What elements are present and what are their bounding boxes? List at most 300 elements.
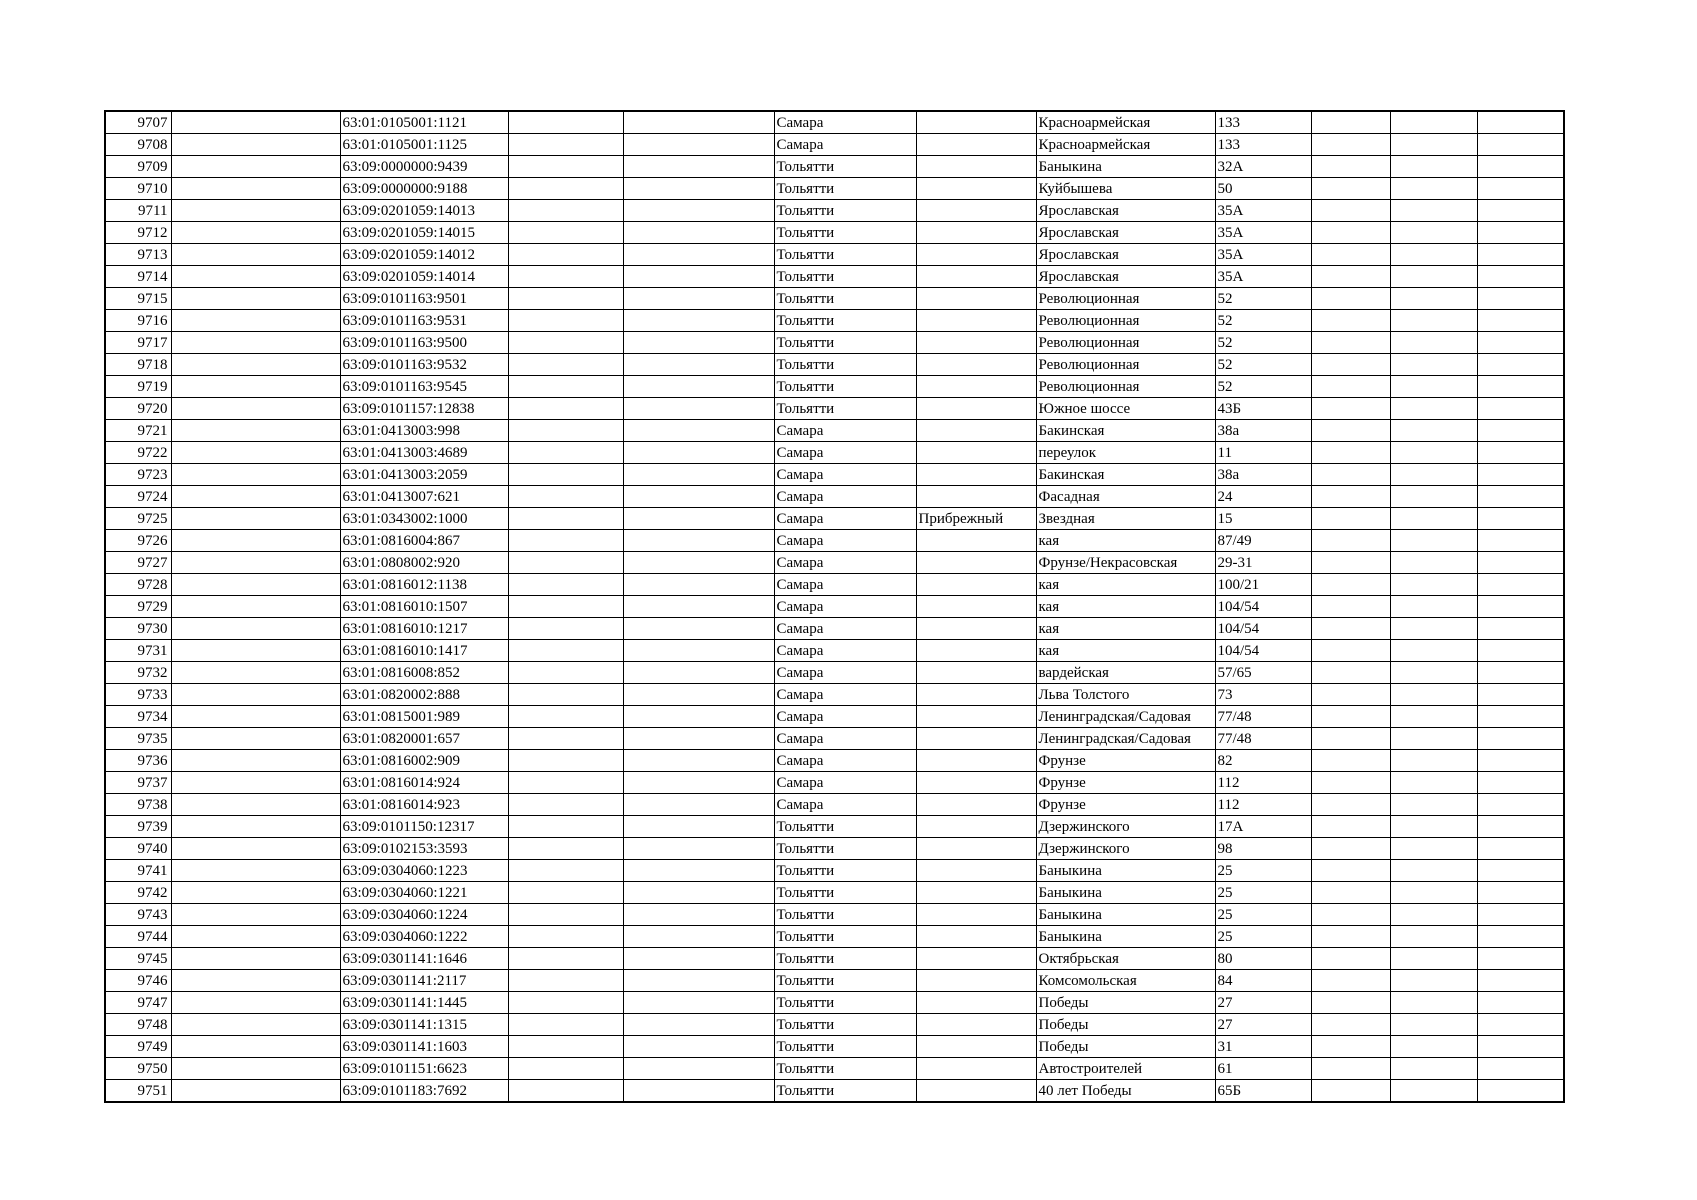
cadastral-number-cell: 63:01:0816014:924	[340, 772, 508, 794]
city-cell: Самара	[774, 530, 916, 552]
street-cell: кая	[1036, 596, 1215, 618]
table-row	[105, 464, 1564, 486]
empty-cell	[1390, 552, 1477, 574]
table-row	[105, 904, 1564, 926]
empty-cell	[623, 266, 774, 288]
cadastral-number-cell: 63:01:0413003:998	[340, 420, 508, 442]
city-cell: Тольятти	[774, 992, 916, 1014]
empty-cell	[171, 332, 340, 354]
district-cell	[916, 574, 1036, 596]
empty-cell	[1390, 111, 1477, 134]
empty-cell	[171, 816, 340, 838]
empty-cell	[623, 838, 774, 860]
table-row	[105, 838, 1564, 860]
street-cell: Бакинская	[1036, 464, 1215, 486]
empty-cell	[508, 332, 623, 354]
empty-cell	[508, 266, 623, 288]
table-row	[105, 354, 1564, 376]
cadastral-number-cell: 63:09:0101163:9501	[340, 288, 508, 310]
empty-cell	[1311, 662, 1390, 684]
district-cell: Прибрежный	[916, 508, 1036, 530]
empty-cell	[1311, 420, 1390, 442]
empty-cell	[1477, 794, 1564, 816]
empty-cell	[1311, 376, 1390, 398]
empty-cell	[1390, 266, 1477, 288]
house-number-cell: 52	[1215, 354, 1311, 376]
district-cell	[916, 398, 1036, 420]
empty-cell	[1311, 288, 1390, 310]
city-cell: Самара	[774, 750, 916, 772]
empty-cell	[1477, 486, 1564, 508]
empty-cell	[1477, 376, 1564, 398]
house-number-cell: 104/54	[1215, 618, 1311, 640]
street-cell: Южное шоссе	[1036, 398, 1215, 420]
empty-cell	[1390, 992, 1477, 1014]
table-row	[105, 794, 1564, 816]
empty-cell	[508, 706, 623, 728]
cadastral-number-cell: 63:01:0816014:923	[340, 794, 508, 816]
empty-cell	[1477, 838, 1564, 860]
cadastral-number-cell: 63:09:0304060:1222	[340, 926, 508, 948]
row-number-cell: 9750	[105, 1058, 171, 1080]
row-number-cell: 9714	[105, 266, 171, 288]
street-cell: Революционная	[1036, 354, 1215, 376]
cadastral-number-cell: 63:01:0816010:1217	[340, 618, 508, 640]
house-number-cell: 61	[1215, 1058, 1311, 1080]
house-number-cell: 52	[1215, 332, 1311, 354]
empty-cell	[623, 486, 774, 508]
empty-cell	[508, 948, 623, 970]
empty-cell	[1390, 948, 1477, 970]
house-number-cell: 35А	[1215, 222, 1311, 244]
district-cell	[916, 1058, 1036, 1080]
cadastral-number-cell: 63:09:0301141:1646	[340, 948, 508, 970]
empty-cell	[1477, 156, 1564, 178]
cadastral-number-cell: 63:09:0101151:6623	[340, 1058, 508, 1080]
empty-cell	[1390, 970, 1477, 992]
empty-cell	[171, 772, 340, 794]
empty-cell	[508, 772, 623, 794]
house-number-cell: 112	[1215, 772, 1311, 794]
city-cell: Самара	[774, 574, 916, 596]
district-cell	[916, 904, 1036, 926]
empty-cell	[623, 574, 774, 596]
house-number-cell: 50	[1215, 178, 1311, 200]
table-row	[105, 574, 1564, 596]
empty-cell	[1311, 442, 1390, 464]
empty-cell	[1311, 728, 1390, 750]
empty-cell	[1311, 111, 1390, 134]
empty-cell	[508, 816, 623, 838]
empty-cell	[171, 398, 340, 420]
city-cell: Самара	[774, 794, 916, 816]
street-cell: Комсомольская	[1036, 970, 1215, 992]
empty-cell	[1311, 398, 1390, 420]
house-number-cell: 35А	[1215, 266, 1311, 288]
empty-cell	[171, 596, 340, 618]
empty-cell	[623, 970, 774, 992]
table-row	[105, 860, 1564, 882]
street-cell: Красноармейская	[1036, 134, 1215, 156]
city-cell: Самара	[774, 662, 916, 684]
empty-cell	[508, 992, 623, 1014]
empty-cell	[171, 156, 340, 178]
empty-cell	[1390, 178, 1477, 200]
district-cell	[916, 772, 1036, 794]
district-cell	[916, 222, 1036, 244]
district-cell	[916, 530, 1036, 552]
empty-cell	[1477, 332, 1564, 354]
cadastral-number-cell: 63:09:0301141:1315	[340, 1014, 508, 1036]
empty-cell	[508, 552, 623, 574]
district-cell	[916, 860, 1036, 882]
district-cell	[916, 244, 1036, 266]
empty-cell	[1311, 860, 1390, 882]
empty-cell	[623, 530, 774, 552]
district-cell	[916, 442, 1036, 464]
cadastral-number-cell: 63:09:0301141:2117	[340, 970, 508, 992]
empty-cell	[1390, 288, 1477, 310]
empty-cell	[1311, 970, 1390, 992]
empty-cell	[1477, 772, 1564, 794]
table-row	[105, 376, 1564, 398]
house-number-cell: 35А	[1215, 244, 1311, 266]
empty-cell	[1477, 442, 1564, 464]
empty-cell	[1311, 464, 1390, 486]
district-cell	[916, 970, 1036, 992]
row-number-cell: 9721	[105, 420, 171, 442]
empty-cell	[1311, 200, 1390, 222]
cadastral-number-cell: 63:09:0301141:1603	[340, 1036, 508, 1058]
row-number-cell: 9708	[105, 134, 171, 156]
table-row	[105, 926, 1564, 948]
district-cell	[916, 376, 1036, 398]
empty-cell	[1477, 1014, 1564, 1036]
house-number-cell: 35А	[1215, 200, 1311, 222]
empty-cell	[1477, 420, 1564, 442]
table-row	[105, 134, 1564, 156]
city-cell: Самара	[774, 640, 916, 662]
district-cell	[916, 706, 1036, 728]
empty-cell	[508, 662, 623, 684]
street-cell: кая	[1036, 640, 1215, 662]
empty-cell	[623, 442, 774, 464]
empty-cell	[171, 1036, 340, 1058]
empty-cell	[1477, 178, 1564, 200]
table-row	[105, 662, 1564, 684]
row-number-cell: 9737	[105, 772, 171, 794]
cadastral-number-cell: 63:09:0101157:12838	[340, 398, 508, 420]
empty-cell	[508, 508, 623, 530]
city-cell: Самара	[774, 728, 916, 750]
district-cell	[916, 420, 1036, 442]
table-row	[105, 1014, 1564, 1036]
city-cell: Тольятти	[774, 354, 916, 376]
cadastral-number-cell: 63:01:0808002:920	[340, 552, 508, 574]
table-row	[105, 728, 1564, 750]
street-cell: Баныкина	[1036, 882, 1215, 904]
street-cell: Фрунзе	[1036, 772, 1215, 794]
city-cell: Самара	[774, 464, 916, 486]
empty-cell	[1477, 134, 1564, 156]
empty-cell	[1390, 860, 1477, 882]
empty-cell	[1311, 332, 1390, 354]
empty-cell	[1390, 1080, 1477, 1103]
house-number-cell: 65Б	[1215, 1080, 1311, 1103]
street-cell: Дзержинского	[1036, 816, 1215, 838]
empty-cell	[623, 1058, 774, 1080]
empty-cell	[508, 904, 623, 926]
street-cell: Ярославская	[1036, 266, 1215, 288]
house-number-cell: 27	[1215, 992, 1311, 1014]
empty-cell	[171, 640, 340, 662]
empty-cell	[1311, 310, 1390, 332]
empty-cell	[171, 662, 340, 684]
table-row	[105, 398, 1564, 420]
empty-cell	[1390, 244, 1477, 266]
empty-cell	[508, 1080, 623, 1103]
empty-cell	[1390, 134, 1477, 156]
empty-cell	[1390, 816, 1477, 838]
empty-cell	[171, 1058, 340, 1080]
empty-cell	[623, 596, 774, 618]
empty-cell	[1477, 860, 1564, 882]
empty-cell	[1390, 750, 1477, 772]
empty-cell	[1477, 662, 1564, 684]
empty-cell	[623, 156, 774, 178]
house-number-cell: 77/48	[1215, 706, 1311, 728]
city-cell: Тольятти	[774, 970, 916, 992]
house-number-cell: 25	[1215, 882, 1311, 904]
house-number-cell: 25	[1215, 926, 1311, 948]
empty-cell	[1390, 596, 1477, 618]
house-number-cell: 112	[1215, 794, 1311, 816]
empty-cell	[1477, 574, 1564, 596]
city-cell: Самара	[774, 111, 916, 134]
empty-cell	[508, 178, 623, 200]
row-number-cell: 9722	[105, 442, 171, 464]
city-cell: Тольятти	[774, 860, 916, 882]
row-number-cell: 9719	[105, 376, 171, 398]
empty-cell	[1477, 266, 1564, 288]
city-cell: Тольятти	[774, 1058, 916, 1080]
empty-cell	[1390, 684, 1477, 706]
table-row	[105, 486, 1564, 508]
street-cell: 40 лет Победы	[1036, 1080, 1215, 1103]
district-cell	[916, 310, 1036, 332]
cadastral-number-cell: 63:09:0000000:9439	[340, 156, 508, 178]
row-number-cell: 9715	[105, 288, 171, 310]
empty-cell	[1390, 464, 1477, 486]
city-cell: Самара	[774, 618, 916, 640]
street-cell: Баныкина	[1036, 904, 1215, 926]
empty-cell	[1311, 354, 1390, 376]
district-cell	[916, 332, 1036, 354]
street-cell: Ярославская	[1036, 200, 1215, 222]
table-row	[105, 530, 1564, 552]
street-cell: Победы	[1036, 1036, 1215, 1058]
table-row	[105, 640, 1564, 662]
cadastral-number-cell: 63:09:0201059:14012	[340, 244, 508, 266]
street-cell: Ленинградская/Садовая	[1036, 728, 1215, 750]
empty-cell	[171, 530, 340, 552]
street-cell: кая	[1036, 530, 1215, 552]
empty-cell	[171, 508, 340, 530]
city-cell: Тольятти	[774, 376, 916, 398]
empty-cell	[508, 486, 623, 508]
city-cell: Тольятти	[774, 310, 916, 332]
empty-cell	[1311, 574, 1390, 596]
district-cell	[916, 728, 1036, 750]
empty-cell	[1311, 1058, 1390, 1080]
district-cell	[916, 464, 1036, 486]
empty-cell	[623, 111, 774, 134]
empty-cell	[1390, 574, 1477, 596]
empty-cell	[1311, 486, 1390, 508]
house-number-cell: 77/48	[1215, 728, 1311, 750]
table-row	[105, 684, 1564, 706]
district-cell	[916, 552, 1036, 574]
cadastral-number-cell: 63:01:0815001:989	[340, 706, 508, 728]
empty-cell	[1477, 200, 1564, 222]
empty-cell	[623, 992, 774, 1014]
empty-cell	[508, 530, 623, 552]
empty-cell	[1390, 310, 1477, 332]
empty-cell	[171, 111, 340, 134]
street-cell: Куйбышева	[1036, 178, 1215, 200]
table-row	[105, 244, 1564, 266]
empty-cell	[171, 706, 340, 728]
city-cell: Тольятти	[774, 156, 916, 178]
city-cell: Самара	[774, 706, 916, 728]
house-number-cell: 38а	[1215, 464, 1311, 486]
cadastral-number-cell: 63:01:0816010:1507	[340, 596, 508, 618]
cadastral-number-cell: 63:09:0101163:9500	[340, 332, 508, 354]
street-cell: Баныкина	[1036, 926, 1215, 948]
district-cell	[916, 1080, 1036, 1103]
empty-cell	[1390, 486, 1477, 508]
empty-cell	[508, 1036, 623, 1058]
empty-cell	[1390, 442, 1477, 464]
street-cell: Баныкина	[1036, 156, 1215, 178]
empty-cell	[171, 728, 340, 750]
empty-cell	[1390, 222, 1477, 244]
empty-cell	[171, 134, 340, 156]
empty-cell	[1477, 244, 1564, 266]
street-cell: кая	[1036, 618, 1215, 640]
empty-cell	[1390, 420, 1477, 442]
empty-cell	[1390, 530, 1477, 552]
cadastral-number-cell: 63:01:0413003:4689	[340, 442, 508, 464]
row-number-cell: 9723	[105, 464, 171, 486]
street-cell: Октябрьская	[1036, 948, 1215, 970]
cadastral-number-cell: 63:01:0820002:888	[340, 684, 508, 706]
empty-cell	[623, 904, 774, 926]
district-cell	[916, 640, 1036, 662]
table-row	[105, 618, 1564, 640]
empty-cell	[1477, 992, 1564, 1014]
table-row	[105, 750, 1564, 772]
empty-cell	[623, 728, 774, 750]
empty-cell	[1477, 904, 1564, 926]
empty-cell	[508, 926, 623, 948]
empty-cell	[1477, 508, 1564, 530]
city-cell: Тольятти	[774, 222, 916, 244]
empty-cell	[1311, 244, 1390, 266]
table-row	[105, 222, 1564, 244]
empty-cell	[508, 1058, 623, 1080]
street-cell: Ярославская	[1036, 244, 1215, 266]
empty-cell	[508, 420, 623, 442]
empty-cell	[1311, 1036, 1390, 1058]
house-number-cell: 87/49	[1215, 530, 1311, 552]
cadastral-number-cell: 63:09:0101163:9531	[340, 310, 508, 332]
cadastral-number-cell: 63:01:0820001:657	[340, 728, 508, 750]
empty-cell	[623, 640, 774, 662]
empty-cell	[1390, 904, 1477, 926]
table-row	[105, 1080, 1564, 1103]
street-cell: Революционная	[1036, 376, 1215, 398]
house-number-cell: 31	[1215, 1036, 1311, 1058]
empty-cell	[1390, 706, 1477, 728]
empty-cell	[1477, 354, 1564, 376]
empty-cell	[623, 508, 774, 530]
table-row	[105, 266, 1564, 288]
row-number-cell: 9727	[105, 552, 171, 574]
cadastral-number-cell: 63:09:0304060:1224	[340, 904, 508, 926]
street-cell: Красноармейская	[1036, 111, 1215, 134]
row-number-cell: 9736	[105, 750, 171, 772]
house-number-cell: 82	[1215, 750, 1311, 772]
street-cell: Льва Толстого	[1036, 684, 1215, 706]
house-number-cell: 57/65	[1215, 662, 1311, 684]
empty-cell	[1390, 354, 1477, 376]
empty-cell	[1477, 310, 1564, 332]
table-row	[105, 1058, 1564, 1080]
row-number-cell: 9734	[105, 706, 171, 728]
empty-cell	[508, 442, 623, 464]
empty-cell	[1477, 640, 1564, 662]
empty-cell	[1390, 1014, 1477, 1036]
city-cell: Самара	[774, 684, 916, 706]
empty-cell	[1311, 596, 1390, 618]
row-number-cell: 9712	[105, 222, 171, 244]
empty-cell	[1311, 640, 1390, 662]
empty-cell	[171, 948, 340, 970]
street-cell: Фрунзе	[1036, 794, 1215, 816]
empty-cell	[1477, 1058, 1564, 1080]
house-number-cell: 15	[1215, 508, 1311, 530]
empty-cell	[623, 1014, 774, 1036]
empty-cell	[1477, 728, 1564, 750]
empty-cell	[623, 200, 774, 222]
empty-cell	[1477, 882, 1564, 904]
empty-cell	[623, 332, 774, 354]
empty-cell	[623, 1080, 774, 1103]
district-cell	[916, 662, 1036, 684]
empty-cell	[1390, 1036, 1477, 1058]
empty-cell	[171, 222, 340, 244]
empty-cell	[1477, 111, 1564, 134]
cadastral-number-cell: 63:01:0816012:1138	[340, 574, 508, 596]
row-number-cell: 9748	[105, 1014, 171, 1036]
cadastral-number-cell: 63:01:0816010:1417	[340, 640, 508, 662]
street-cell: Победы	[1036, 992, 1215, 1014]
empty-cell	[508, 398, 623, 420]
empty-cell	[1477, 1080, 1564, 1103]
empty-cell	[171, 926, 340, 948]
city-cell: Тольятти	[774, 1080, 916, 1103]
